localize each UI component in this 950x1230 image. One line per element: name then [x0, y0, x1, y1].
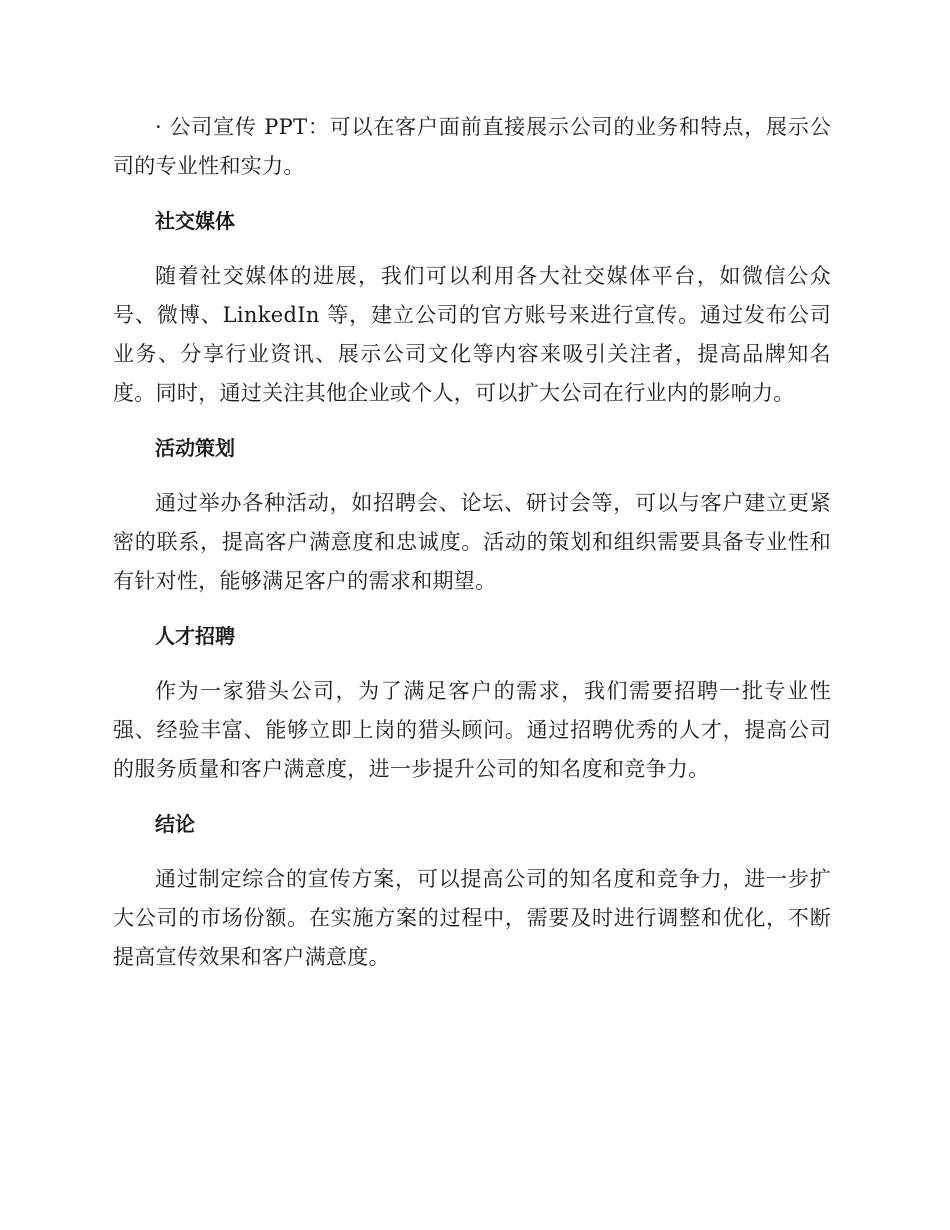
section-heading-recruitment: 人才招聘 [155, 624, 235, 648]
intro-paragraph: · 公司宣传 PPT：可以在客户面前直接展示公司的业务和特点，展示公司的专业性和实力。 [113, 115, 831, 178]
document-page [113, 108, 831, 993]
section-body-conclusion: 通过制定综合的宣传方案，可以提高公司的知名度和竞争力，进一步扩大公司的市场份额。在实施方案的过程中，需要及时进行调整和优化，不断提高宣传效果和客户满意度。 [113, 867, 831, 969]
section-body-recruitment: 作为一家猎头公司，为了满足客户的需求，我们需要招聘一批专业性强、经验丰富、能够立即上岗的猎头顾问。通过招聘优秀的人才，提高公司的服务质量和客户满意度，进一步提升公司的知名度和竞争力。 [113, 679, 831, 781]
section-heading-conclusion: 结论 [155, 812, 195, 836]
section-body-event-planning: 通过举办各种活动，如招聘会、论坛、研讨会等，可以与客户建立更紧密的联系，提高客户满意度和忠诚度。活动的策划和组织需要具备专业性和有针对性，能够满足客户的需求和期望。 [113, 491, 831, 593]
section-heading-event-planning: 活动策划 [155, 436, 235, 460]
section-heading-social-media: 社交媒体 [155, 209, 235, 233]
section-body-social-media: 随着社交媒体的进展，我们可以利用各大社交媒体平台，如微信公众号、微博、LinkedIn 等，建立公司的官方账号来进行宣传。通过发布公司业务、分享行业资讯、展示公司文化等内容来吸引关注者，提高品牌知名度。同时，通过关注其他企业或个人，可以扩大公司在行业内的影响力。 [113, 264, 831, 405]
